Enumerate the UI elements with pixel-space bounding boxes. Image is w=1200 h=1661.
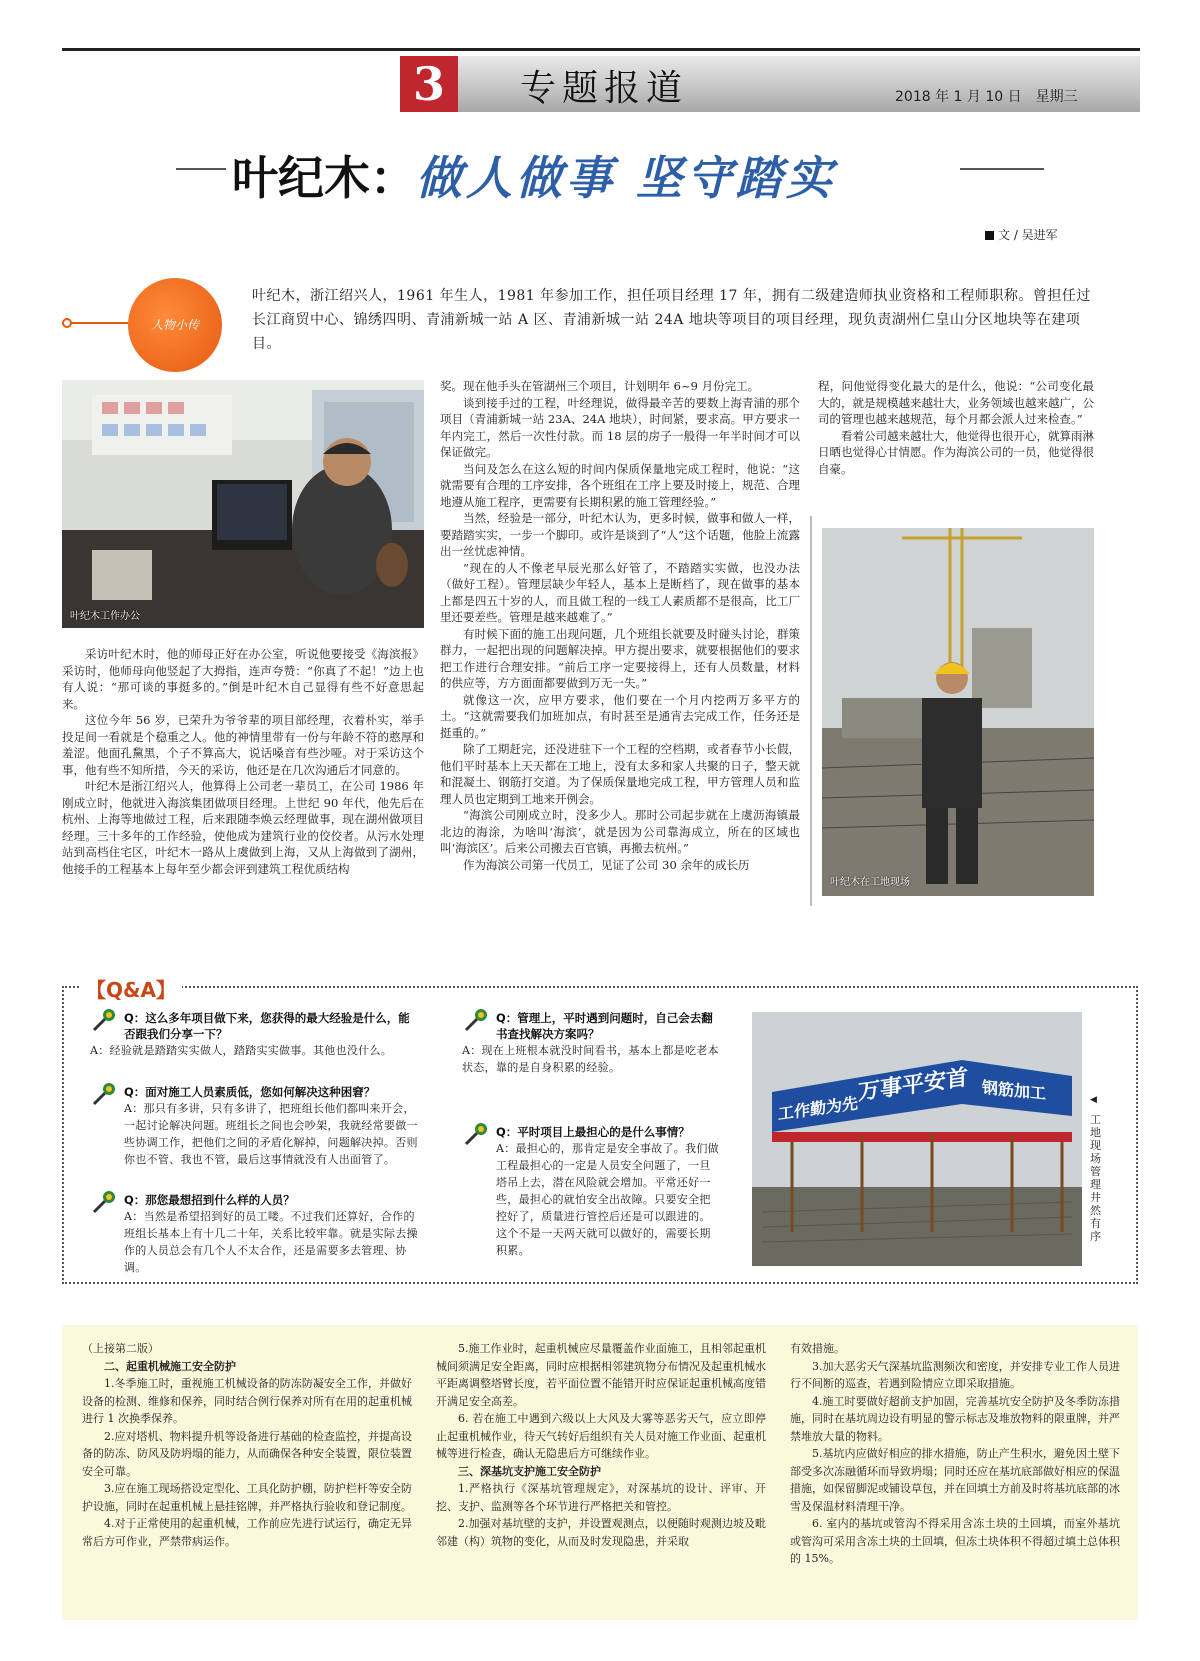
paragraph: 1.冬季施工时，重视施工机械设备的防冻防凝安全工作，并做好设备的检测、维修和保养，同时结合例行保养对所有在用的起重机械进行 1 次换季保养。 bbox=[82, 1377, 412, 1425]
site-photo-illustration bbox=[822, 528, 1094, 896]
continued-column-3 bbox=[790, 1340, 1120, 1568]
headline-rule-left bbox=[176, 168, 226, 170]
qa-question: Q：那您最想招到什么样的人员？ bbox=[124, 1193, 295, 1207]
qa-answer: A：现在上班根本就没时间看书，基本上都是吃老本状态，靠的是自身积累的经验。 bbox=[462, 1044, 719, 1074]
paragraph: 6. 若在施工中遇到六级以上大风及大雾等恶劣天气，应立即停止起重机械作业，待天气转好后组织有关人员对施工作业面、起重机械等进行检查，确认无隐患后方可继续作业。 bbox=[436, 1412, 766, 1460]
paragraph: 作为海滨公司第一代员工，见证了公司 30 余年的成长历 bbox=[463, 857, 750, 872]
qa-question: Q：平时项目上最担心的是什么事情？ bbox=[496, 1125, 690, 1139]
byline: 文 / 吴进军 bbox=[985, 226, 1058, 243]
paragraph: 3.应在施工现场搭设定型化、工具化防护棚，防护栏杆等安全防护设施，同时在起重机械上悬挂铭牌，并严格执行验收和登记制度。 bbox=[82, 1482, 412, 1513]
paragraph: 谈到接手过的工程，叶经理说，做得最辛苦的要数上海青浦的那个项目（青浦新城一站 23A、24A 地块），时间紧，要求高。甲方要求一年内完工，然后一次性付款。而 18 层的房子一般得一年半时间才可以保证做完。 bbox=[440, 395, 800, 459]
qa-item-5 bbox=[462, 1124, 720, 1259]
paragraph: 当问及怎么在这么短的时间内保质保量地完成工程时，他说：“这就需要有合理的工序安排，各个班组在工序上要及时接上，规范、合理地遵从施工程序，更需要有长期积累的施工管理经验。” bbox=[440, 461, 800, 509]
qa-item-2 bbox=[90, 1084, 420, 1168]
banner-slogan-3: 钢筋加工 bbox=[982, 1077, 1047, 1104]
banner-photo-illustration bbox=[752, 1012, 1082, 1266]
qa-answer: A：那只有多讲，只有多讲了，把班组长他们都叫来开会，一起讨论解决问题。班组长之间也会吵架，我就经常要做一些协调工作，把他们之间的矛盾化解掉，问题解决掉。否则你也不管、我也不管，最后这事情就没有人出面管了。 bbox=[124, 1102, 418, 1166]
paragraph: “现在的人不像老早辰光那么好管了，不踏踏实实做，也没办法（做好工程）。管理层缺少年轻人，基本上是断档了，现在做事的基本上都是四五十岁的人，而且做工程的一线工人素质都不是很高，比工厂里还要差些。管理是越来越难了。” bbox=[440, 560, 800, 624]
qa-question: Q：管理上，平时遇到问题时，自己会去翻书查找解决方案吗？ bbox=[496, 1011, 713, 1041]
site-photo-caption: 叶纪木在工地现场 bbox=[830, 877, 910, 888]
paragraph: “海滨公司刚成立时，没多少人。那时公司起步就在上虞沥海镇最北边的海涂，为啥叫‘海滨’，就是因为公司靠海成立，所在的区域也叫‘海滨区’。后来公司搬去百官镇，再搬去杭州。” bbox=[440, 808, 800, 855]
office-photo-caption: 叶纪木工作办公 bbox=[70, 611, 140, 622]
paragraph: 5.基坑内应做好相应的排水措施，防止产生积水，避免因土壁下部受多次冻融循环而导致坍塌；同时还应在基坑底部做好相应的保温措施，如保留脚泥或铺设草包，并在回填土方前及时将基坑底部的冰雪及保温材料清理干净。 bbox=[790, 1447, 1120, 1513]
paragraph: 奖。现在他手头在管湖州三个项目，计划明年 6~9 月份完工。 bbox=[440, 379, 760, 393]
paragraph: 除了工期赶完，还没进驻下一个工程的空档期，或者春节小长假，他们平时基本上天天都在工地上，没有太多和家人共聚的日子，整天就和混凝土、钢筋打交道。为了保质保量地完成工程，甲方管理人员和监理人员也定期到工地来开例会。 bbox=[440, 742, 800, 806]
paragraph: 有时候下面的施工出现问题，几个班组长就要及时碰头讨论，群策群力，一起把出现的问题解决掉。甲方提出要求，就要根据他们的要求把工作进行合理安排。“前后工序一定要接得上，还有人员数量，材料的供应等，方方面面都要做到万无一失。” bbox=[440, 626, 800, 690]
microphone-icon bbox=[462, 1006, 490, 1034]
paragraph: 当然，经验是一部分，叶纪木认为，更多时候，做事和做人一样，要踏踏实实，一步一个脚印。或许是谈到了“人”这个话题，他脸上流露出一丝忧虑神情。 bbox=[440, 511, 800, 558]
banner-photo bbox=[752, 1012, 1082, 1266]
paragraph: 1.严格执行《深基坑管理规定》，对深基坑的设计、评审、开挖、支护、监测等各个环节进行严格把关和管控。 bbox=[436, 1482, 766, 1513]
paragraph: 3.加大恶劣天气深基坑监测频次和密度，并安排专业工作人员进行不间断的巡查，若遇到险情应立即采取措施。 bbox=[790, 1359, 1120, 1390]
microphone-icon bbox=[90, 1080, 118, 1108]
paragraph: 2.加强对基坑壁的支护，并设置观测点，以便随时观测边坡及毗邻建（构）筑物的变化，从而及时发现隐患，并采取 bbox=[436, 1517, 766, 1548]
continued-note: 有效措施。 bbox=[790, 1342, 845, 1355]
paragraph: 5.施工作业时，起重机械应尽量覆盖作业面施工，且相邻起重机械间须满足安全距离，同时应根据相邻建筑物分布情况及起重机械水平距离调整塔臂长度，若平面位置不能错开时应保证起重机械高度错开满足安全高差。 bbox=[436, 1342, 766, 1408]
paragraph: 4.对于正常使用的起重机械，工作前应先进行试运行，确定无异常后方可作业，严禁带病运作。 bbox=[82, 1517, 412, 1548]
qa-item-1 bbox=[90, 1010, 420, 1059]
banner-photo-caption: ◀ 工地现场管理井然有序 bbox=[1090, 1094, 1108, 1243]
caption-arrow-icon: ◀ bbox=[1090, 1095, 1097, 1105]
banner-slogan-2: 万事平安首 bbox=[858, 1065, 969, 1106]
continued-note: （上接第二版） bbox=[82, 1342, 159, 1355]
qa-item-4 bbox=[462, 1010, 720, 1076]
bio-connector bbox=[64, 322, 128, 324]
paragraph: 看着公司越来越壮大，他觉得也很开心，就算雨淋日晒也觉得心甘情愿。作为海滨公司的一员，他觉得很自豪。 bbox=[818, 428, 1094, 476]
headline-slogan: 做人做事 坚守踏实 bbox=[416, 151, 837, 205]
headline-name: 叶纪木： bbox=[232, 151, 416, 205]
continued-subheading: 二、起重机械施工安全防护 bbox=[104, 1359, 236, 1373]
article-column-1 bbox=[62, 646, 424, 877]
paragraph: 4.施工时要做好超前支护加固，完善基坑安全防护及冬季防冻措施，同时在基坑周边设有明显的警示标志及堆放物料的限重牌，并严禁堆放大量的物料。 bbox=[790, 1394, 1120, 1443]
qa-answer: A：经验就是踏踏实实做人，踏踏实实做事。其他也没什么。 bbox=[90, 1044, 393, 1057]
bio-dot-icon bbox=[62, 318, 72, 328]
article-column-2 bbox=[440, 378, 800, 873]
paragraph: 叶纪木是浙江绍兴人，他算得上公司老一辈员工，在公司 1986 年刚成立时，他就进入海滨集团做项目经理。上世纪 90 年代，他先后在杭州、上海等地做过工程，后来跟随李焕云经理做事，现在湖州做项目经理。三十多年的工作经验，使他成为建筑行业的佼佼者。从污水处理站到高档住宅区，叶纪木一路从上虞做到上海，又从上海做到了湖州，他接手的工程基本上每年至少都会评到建筑工程优质结构 bbox=[62, 779, 424, 876]
office-photo bbox=[62, 380, 424, 628]
continued-column-2 bbox=[436, 1340, 766, 1550]
section-title: 专题报道 bbox=[520, 68, 689, 109]
top-rule bbox=[62, 48, 1140, 51]
continued-subheading: 三、深基坑支护施工安全防护 bbox=[458, 1464, 601, 1478]
office-photo-illustration bbox=[62, 380, 424, 628]
site-photo-rule bbox=[810, 516, 812, 906]
microphone-icon bbox=[462, 1120, 490, 1148]
microphone-icon bbox=[90, 1006, 118, 1034]
site-photo bbox=[822, 528, 1094, 896]
bio-text: 叶纪木，浙江绍兴人，1961 年生人，1981 年参加工作，担任项目经理 17 年，拥有二级建造师执业资格和工程师职称。曾担任过长江商贸中心、锦绣四明、青浦新城一站 A 区、青浦新城一站 24A 地块等项目的项目经理，现负责湖州仁皇山分区地块等在建项目。 bbox=[252, 288, 1091, 352]
headline-rule-right bbox=[960, 168, 1044, 170]
qa-answer: A：当然是希望招到好的员工喽。不过我们还算好，合作的班组长基本上有十几二十年，关系比较牢靠。就是实际去操作的人员总会有几个人不太合作，还是需要多去管理、协调。 bbox=[124, 1210, 418, 1274]
paragraph: 2.应对塔机、物料提升机等设备进行基础的检查监控，并提高设备的防冻、防风及防坍塌的能力，从而确保各种安全装置，限位装置安全可靠。 bbox=[82, 1429, 412, 1478]
continued-column-1 bbox=[82, 1340, 412, 1550]
byline-square-icon bbox=[985, 231, 994, 240]
article-column-3 bbox=[818, 378, 1094, 477]
paragraph: 程，问他觉得变化最大的是什么，他说：“公司变化最大的，就是规模越来越壮大，业务领域也越来越广，公司的管理也越来越规范，每个月都会派人过来检查。” bbox=[818, 379, 1094, 426]
qa-item-3 bbox=[90, 1192, 420, 1276]
qa-answer: A：最担心的，那肯定是安全事故了。我们做工程最担心的一定是人员安全问题了，一旦塔吊上去，潜在风险就会增加。平常还好一些，最担心的就怕安全出故障。只要安全把控好了，质量进行管控后还是可以跟进的。这个不是一天两天就可以做好的，需要长期积累。 bbox=[496, 1142, 719, 1257]
microphone-icon bbox=[90, 1188, 118, 1216]
paragraph: 就像这一次，应甲方要求，他们要在一个月内挖两万多平方的土。“这就需要我们加班加点，有时甚至是通宵去完成工作，任务还是挺重的。” bbox=[440, 692, 800, 740]
bio-badge: 人物小传 bbox=[128, 278, 222, 372]
page-number: 3 bbox=[400, 56, 458, 112]
paragraph: 采访叶纪木时，他的师母正好在办公室，听说他要接受《海滨报》采访时，他师母向他竖起了大拇指，连声夸赞：“你真了不起！”边上也有人说：“那可谈的事挺多的。”倒是叶纪木自己显得有些不好意思起来。 bbox=[62, 647, 424, 711]
paragraph: 6. 室内的基坑或管沟不得采用含冻土块的土回填，而室外基坑或管沟可采用含冻土块的土回填，但冻土块体积不得超过填土总体积的 15%。 bbox=[790, 1517, 1120, 1565]
article-headline bbox=[232, 142, 836, 208]
issue-date: 2018 年 1 月 10 日 星期三 bbox=[895, 89, 1078, 105]
qa-title: 【Q&A】 bbox=[80, 974, 182, 1003]
banner-slogan-1: 工作勤为先 bbox=[778, 1093, 859, 1124]
qa-question: Q：这么多年项目做下来，您获得的最大经验是什么，能否跟我们分享一下？ bbox=[124, 1011, 410, 1041]
paragraph: 这位今年 56 岁，已荣升为爷爷辈的项目部经理，衣着朴实，举手投足间一看就是个稳重之人。他的神情里带有一份与年龄不符的憨厚和羞涩。他面孔黧黑，个子不算高大，说话嗓音有些沙哑。对于采访这个事，他有些不知所措，今天的采访，他还是在几次沟通后才同意的。 bbox=[62, 713, 424, 777]
qa-question: Q：面对施工人员素质低，您如何解决这种困窘？ bbox=[124, 1085, 376, 1099]
